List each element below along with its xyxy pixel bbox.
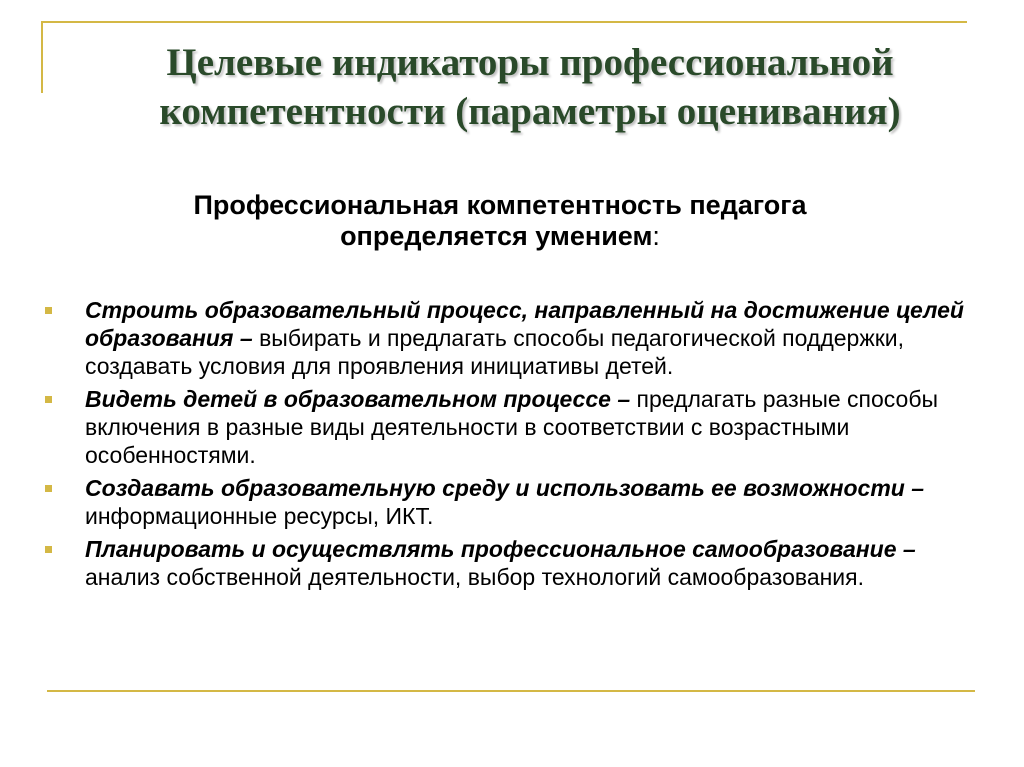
bullet-dash: – xyxy=(610,386,637,412)
bullet-lead: Строить образовательный процесс, направленный на достижение целей образования xyxy=(85,297,964,351)
title-line-2: компетентности (параметры оценивания) xyxy=(159,90,901,133)
bullet-lead: Создавать образовательную среду и использовать ее возможности xyxy=(85,475,905,501)
bullet-item xyxy=(45,474,975,530)
bullet-dash: – xyxy=(904,475,925,501)
slide-title xyxy=(60,38,1000,136)
bullet-lead: Видеть детей в образовательном процессе xyxy=(85,386,611,412)
subtitle-colon: : xyxy=(652,221,660,251)
bullet-text: анализ собственной деятельности, выбор технологий самообразования. xyxy=(85,564,865,590)
square-bullet-icon xyxy=(45,485,52,492)
title-line-1: Целевые индикаторы профессиональной xyxy=(166,41,894,84)
bullet-item xyxy=(45,535,975,591)
square-bullet-icon xyxy=(45,546,52,553)
square-bullet-icon xyxy=(45,307,52,314)
bullet-text: предлагать разные способы включения в разные виды деятельности в соответствии с возрастными особенностями. xyxy=(85,386,939,468)
slide-subtitle xyxy=(60,190,940,252)
bullet-text: выбирать и предлагать способы педагогической поддержки, создавать условия для проявления инициативы детей. xyxy=(85,325,905,379)
bullet-item xyxy=(45,385,975,469)
bullet-item xyxy=(45,296,975,380)
top-border-line xyxy=(41,21,967,23)
subtitle-line-2 xyxy=(60,221,940,252)
bullet-text: информационные ресурсы, ИКТ. xyxy=(85,503,434,529)
bullet-list xyxy=(45,296,975,596)
subtitle-line-1: Профессиональная компетентность педагога xyxy=(193,190,807,220)
bottom-border-line xyxy=(47,690,975,692)
bullet-lead: Планировать и осуществлять профессиональное самообразование xyxy=(85,536,897,562)
square-bullet-icon xyxy=(45,396,52,403)
subtitle-line-2-text: определяется умением xyxy=(340,221,653,251)
left-border-line xyxy=(41,21,43,93)
bullet-dash: – xyxy=(233,325,260,351)
bullet-dash: – xyxy=(896,536,916,562)
